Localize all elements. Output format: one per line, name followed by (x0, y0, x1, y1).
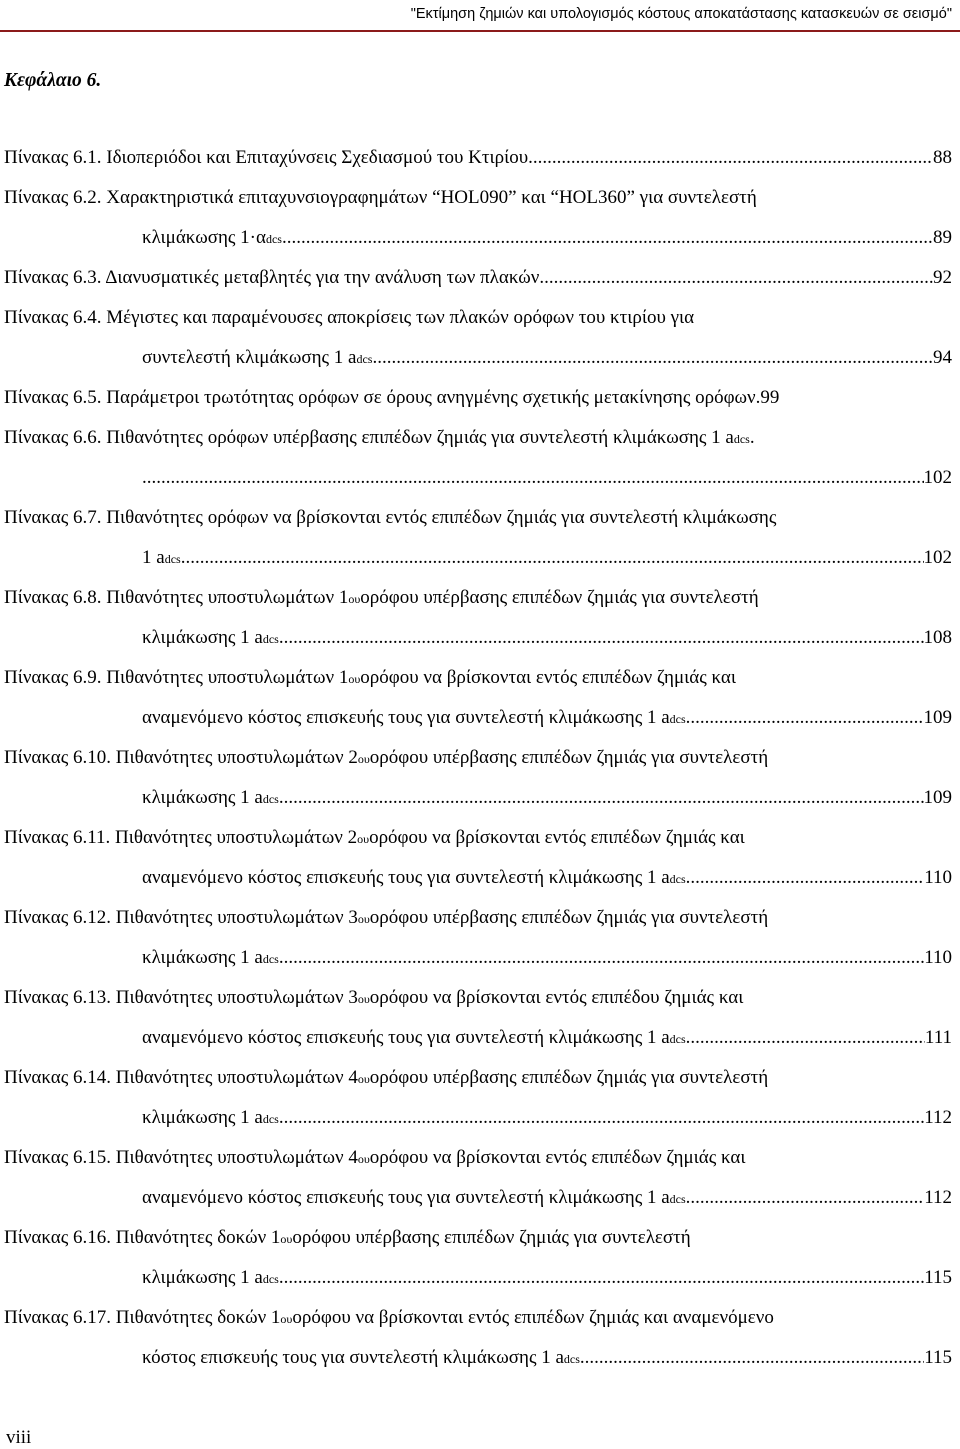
toc-entry-6-10[interactable]: Πίνακας 6.10. Πιθανότητες υποστυλωμάτων 2 ου ορόφου υπέρβασης επιπέδων ζημιάς για συντελεστή κλιμάκωσης 1 a dcs . ..... 109 (4, 738, 952, 818)
page-number: 115 (924, 1347, 952, 1368)
page-number: 110 (924, 947, 952, 968)
toc-entry-6-14[interactable]: Πίνακας 6.14. Πιθανότητες υποστυλωμάτων 4 ου ορόφου υπέρβασης επιπέδων ζημιάς για συντελεστή κλιμάκωσης 1 a dcs . ..... 112 (4, 1058, 952, 1138)
page-number: 109 (923, 787, 952, 808)
page-number: 111 (924, 1027, 952, 1048)
page-number: 102 (923, 467, 952, 488)
toc-entry-6-15[interactable]: Πίνακας 6.15. Πιθανότητες υποστυλωμάτων 4 ου ορόφου να βρίσκονται εντός επιπέδων ζημιάς και αναμενόμενο κόστος επισκευής τους για συντελεστή κλιμάκωσης 1 a dcs . ..... 112 (4, 1138, 952, 1218)
toc-entry-6-7[interactable]: Πίνακας 6.7. Πιθανότητες ορόφων να βρίσκονται εντός επιπέδων ζημιάς για συντελεστή κλιμάκωσης 1 a dcs . ..... 102 (4, 498, 952, 578)
toc-entry-6-13[interactable]: Πίνακας 6.13. Πιθανότητες υποστυλωμάτων 3 ου ορόφου να βρίσκονται εντός επιπέδου ζημιάς και αναμενόμενο κόστος επισκευής τους για συντελεστή κλιμάκωσης 1 a dcs . ..... 111 (4, 978, 952, 1058)
page-number: 112 (924, 1107, 952, 1128)
page-number: 102 (923, 547, 952, 568)
page-number: 94 (933, 347, 952, 368)
toc-entry-6-8[interactable]: Πίνακας 6.8. Πιθανότητες υποστυλωμάτων 1 ου ορόφου υπέρβασης επιπέδων ζημιάς για συντελεστή κλιμάκωσης 1 a dcs . ..... 108 (4, 578, 952, 658)
page-folio: viii (6, 1427, 32, 1448)
toc-entry-6-1[interactable]: Πίνακας 6.1. Ιδιοπεριόδοι και Επιταχύνσεις Σχεδιασμού του Κτιρίου. ..... 88 (4, 138, 952, 178)
table-of-tables (4, 138, 952, 1378)
page-number: 110 (924, 867, 952, 888)
toc-entry-6-2[interactable]: Πίνακας 6.2. Χαρακτηριστικά επιταχυνσιογραφημάτων “HOL090” και “HOL360” για συντελεστή κλιμάκωσης 1·α dcs . ..... 89 (4, 178, 952, 258)
toc-entry-6-17[interactable]: Πίνακας 6.17. Πιθανότητες δοκών 1 ου ορόφου να βρίσκονται εντός επιπέδων ζημιάς και αναμενόμενο κόστος επισκευής τους για συντελεστή κλιμάκωσης 1 a dcs . ..... 115 (4, 1298, 952, 1378)
page-number: 88 (933, 147, 952, 168)
header-rule (0, 30, 960, 32)
toc-entry-6-12[interactable]: Πίνακας 6.12. Πιθανότητες υποστυλωμάτων 3 ου ορόφου υπέρβασης επιπέδων ζημιάς για συντελεστή κλιμάκωσης 1 a dcs . ..... 110 (4, 898, 952, 978)
toc-entry-6-16[interactable]: Πίνακας 6.16. Πιθανότητες δοκών 1 ου ορόφου υπέρβασης επιπέδων ζημιάς για συντελεστή κλιμάκωσης 1 a dcs . ..... 115 (4, 1218, 952, 1298)
page-number: 108 (923, 627, 952, 648)
page-number: 115 (924, 1267, 952, 1288)
page-number: 109 (923, 707, 952, 728)
toc-entry-6-9[interactable]: Πίνακας 6.9. Πιθανότητες υποστυλωμάτων 1 ου ορόφου να βρίσκονται εντός επιπέδων ζημιάς και αναμενόμενο κόστος επισκευής τους για συντελεστή κλιμάκωσης 1 a dcs . ..... 109 (4, 658, 952, 738)
chapter-title: Κεφάλαιο 6. (4, 70, 102, 91)
toc-entry-6-4[interactable]: Πίνακας 6.4. Μέγιστες και παραμένουσες αποκρίσεις των πλακών ορόφων του κτιρίου για συντελεστή κλιμάκωσης 1 a dcs . ..... 94 (4, 298, 952, 378)
toc-entry-6-6[interactable]: Πίνακας 6.6. Πιθανότητες ορόφων υπέρβασης επιπέδων ζημιάς για συντελεστή κλιμάκωσης 1 a dcs . ..... 102 (4, 418, 952, 498)
page-number: 92 (933, 267, 952, 288)
page-number: 89 (933, 227, 952, 248)
toc-entry-6-5[interactable]: Πίνακας 6.5. Παράμετροι τρωτότητας ορόφων σε όρους ανηγμένης σχετικής μετακίνησης ορόφων. 99 (4, 378, 952, 418)
toc-entry-6-3[interactable]: Πίνακας 6.3. Διανυσματικές μεταβλητές για την ανάλυση των πλακών. ..... 92 (4, 258, 952, 298)
page-number: 112 (924, 1187, 952, 1208)
page-number: 99 (760, 387, 780, 408)
toc-entry-6-11[interactable]: Πίνακας 6.11. Πιθανότητες υποστυλωμάτων 2 ου ορόφου να βρίσκονται εντός επιπέδων ζημιάς και αναμενόμενο κόστος επισκευής τους για συντελεστή κλιμάκωσης 1 a dcs . ..... 110 (4, 818, 952, 898)
running-header: "Εκτίμηση ζημιών και υπολογισμός κόστους αποκατάστασης κατασκευών σε σεισμό" (410, 6, 952, 22)
